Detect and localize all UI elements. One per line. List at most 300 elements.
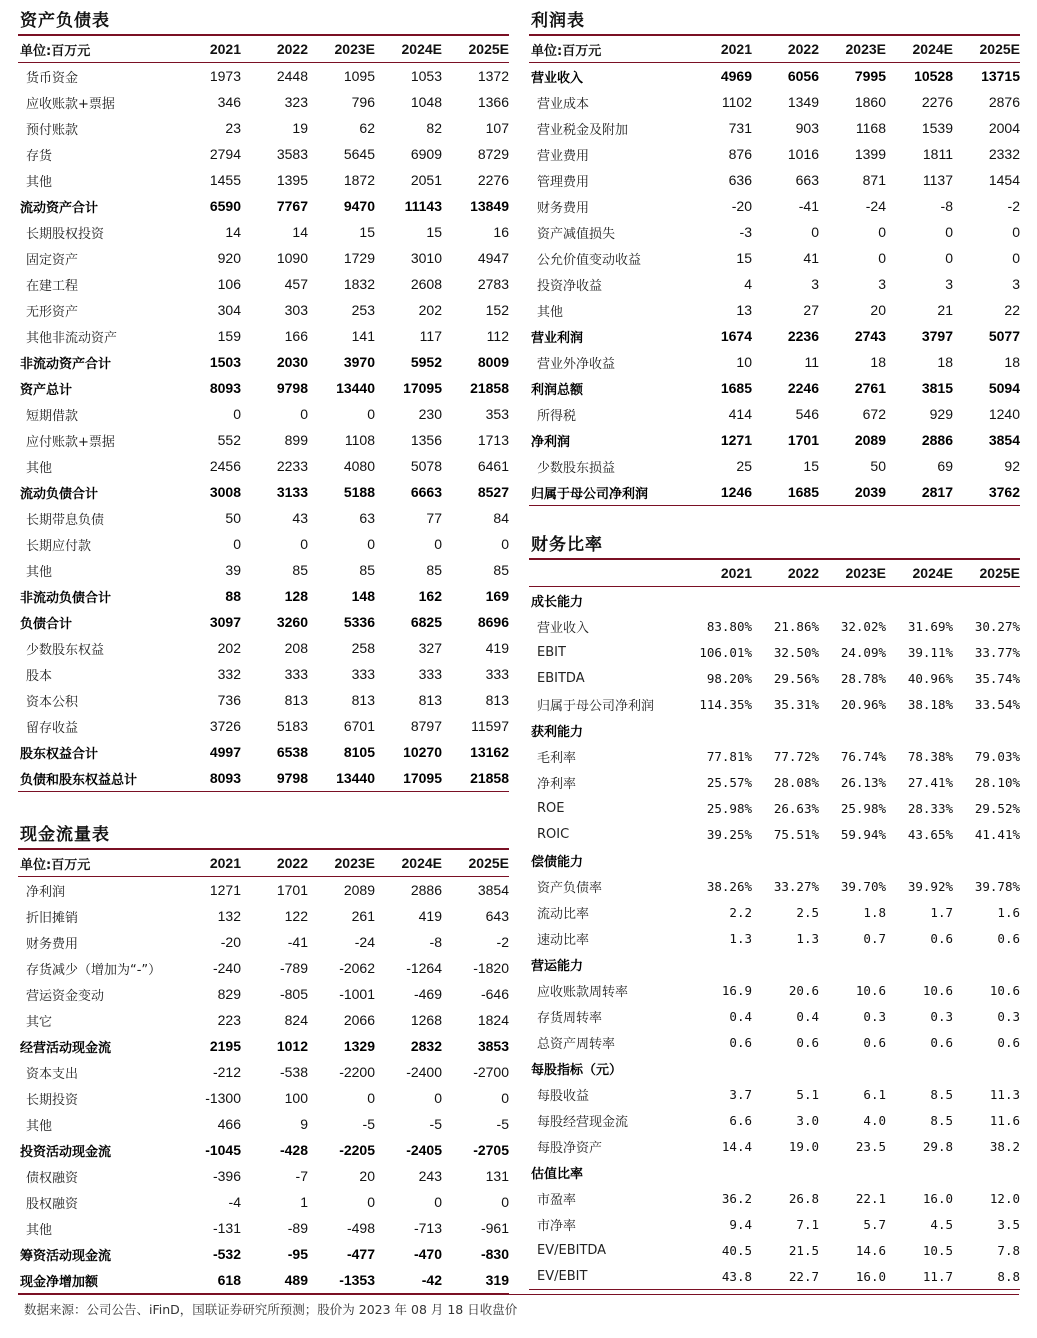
cell-value: 0 [878,250,886,266]
table-row [18,929,509,955]
cell-value: 33.54% [974,696,1020,712]
cell-value: 4.5 [930,1216,953,1232]
cell-value: 3797 [921,328,953,344]
cell-value: 43 [292,510,308,526]
cell-value: 261 [351,908,375,924]
cell-value: 100 [284,1090,308,1106]
cell-value: -713 [413,1220,442,1236]
cell-value: -2705 [473,1142,509,1158]
row-label: EBITDA [537,670,585,686]
cell-value: 1713 [477,432,509,448]
cell-value: 2832 [410,1038,442,1054]
cell-value: 5094 [988,380,1020,396]
cell-value: 223 [217,1012,241,1028]
cell-value: 3097 [209,614,241,630]
cell-value: 3854 [477,882,509,898]
cell-value: 2066 [343,1012,375,1028]
cell-value: 21858 [470,380,509,396]
cell-value: 1832 [343,276,375,292]
cell-value: 871 [862,172,886,188]
cell-value: 15 [426,224,442,240]
row-label: 少数股东权益 [26,642,105,658]
cell-value: 1395 [276,172,308,188]
cell-value: 13440 [308,765,375,792]
row-label: 长期投资 [26,1092,79,1108]
table-row [18,635,509,661]
cell-value: 1824 [477,1012,509,1028]
table-row [529,427,1020,453]
row-label: 归属于母公司净利润 [529,479,685,506]
cell-value: 83.80% [706,618,752,634]
table-row [529,115,1020,141]
row-label: 其他 [26,564,53,580]
row-label: 市盈率 [537,1192,577,1208]
cell-value: 3726 [209,718,241,734]
cell-value: 39.70% [840,878,886,894]
cell-value [685,587,752,614]
year-header: 2023E [819,560,886,587]
table-row [18,583,509,609]
cell-value: -1353 [308,1267,375,1294]
cell-value: 8729 [477,146,509,162]
cell-value: 824 [284,1012,308,1028]
cell-value: 12.0 [989,1190,1020,1206]
row-label: 毛利率 [537,750,577,766]
row-label: 无形资产 [26,304,79,320]
row-label: 留存收益 [26,720,79,736]
cell-value: 0.4 [796,1008,819,1024]
row-label: 市净率 [537,1218,577,1234]
cell-value: 1872 [343,172,375,188]
cell-value: 618 [174,1267,241,1294]
row-label: 净利润 [531,434,571,450]
cell-value: -2062 [339,960,375,976]
cell-value: 6663 [410,484,442,500]
table-row [529,1185,1020,1211]
cell-value: 33.27% [773,878,819,894]
cell-value: 92 [1004,458,1020,474]
cell-value: 35.31% [773,696,819,712]
cell-value: 2195 [209,1038,241,1054]
table-row [18,1111,509,1137]
table-row [529,323,1020,349]
cell-value: 19.0 [788,1138,819,1154]
cell-value: 2.2 [729,904,752,920]
unit-header: 单位:百万元 [529,36,685,63]
table-row [18,219,509,245]
cell-value: 899 [284,432,308,448]
cell-value: 13440 [336,380,375,396]
row-label: 货币资金 [26,70,79,86]
cell-value [752,847,819,873]
cell-value: 736 [217,692,241,708]
cell-value: -1300 [205,1090,241,1106]
cell-value: 3010 [410,250,442,266]
cell-value: 1246 [685,479,752,506]
cell-value: 1012 [276,1038,308,1054]
cell-value: 9.4 [729,1216,752,1232]
year-header: 2025E [953,36,1020,63]
cell-value: 13 [736,302,752,318]
cell-value: 23 [225,120,241,136]
cell-value [819,951,886,977]
cash-flow-panel [18,822,509,1294]
cell-value: 929 [929,406,953,422]
cell-value: 76.74% [840,748,886,764]
table-row [529,245,1020,271]
cell-value: 131 [485,1168,509,1184]
cell-value: 41 [803,250,819,266]
cell-value [752,951,819,977]
cell-value: 1729 [343,250,375,266]
cell-value: 27.41% [907,774,953,790]
cell-value: 10528 [914,68,953,84]
cell-value: 202 [217,640,241,656]
cell-value: 16 [493,224,509,240]
cell-value: 62 [359,120,375,136]
cell-value: 11597 [471,718,509,734]
table-row [529,977,1020,1003]
cell-value: 6825 [410,614,442,630]
row-label: 营业利润 [531,330,584,346]
cell-value: -470 [413,1246,442,1262]
cell-value: 0.6 [997,1034,1020,1050]
table-row [529,1029,1020,1055]
row-label: 利润总额 [531,382,584,398]
cell-value: -830 [480,1246,509,1262]
table-row [529,665,1020,691]
cell-value: 7.8 [997,1242,1020,1258]
cell-value: 11143 [404,198,442,214]
cell-value: 2276 [921,94,953,110]
cell-value: 8.8 [953,1263,1020,1290]
cell-value: 106.01% [699,644,752,660]
cell-value: -538 [279,1064,308,1080]
table-row [18,739,509,765]
table-row [529,873,1020,899]
cell-value: 2876 [988,94,1020,110]
cell-value: 11.7 [886,1263,953,1290]
cell-value [886,847,953,873]
cell-value: -8 [940,198,953,214]
cell-value: -2205 [339,1142,375,1158]
row-label: 归属于母公司净利润 [537,698,655,714]
cell-value: 36.2 [721,1190,752,1206]
cell-value: 1356 [410,432,442,448]
cell-value: 148 [351,588,375,604]
footer-divider [18,1294,1019,1295]
cell-value: -41 [798,198,819,214]
table-row [18,1033,509,1059]
financial-ratios-panel [529,532,1020,1290]
row-label: 存货周转率 [537,1010,603,1026]
cell-value: -428 [279,1142,308,1158]
cell-value: 5336 [343,614,375,630]
year-header: 2022 [241,850,308,877]
cell-value: 23.5 [855,1138,886,1154]
cell-value: 14.6 [855,1242,886,1258]
cell-value: 38.26% [706,878,752,894]
cell-value: 1.3 [729,930,752,946]
cell-value [953,847,1020,873]
cell-value: 38.2 [989,1138,1020,1154]
cell-value: 8.5 [930,1086,953,1102]
source-note: 数据来源：公司公告、iFinD，国联证券研究所预测；股价为 2023 年 08 月 18 日收盘价 [24,1302,518,1317]
cell-value [685,1055,752,1081]
cell-value: 1349 [787,94,819,110]
cell-value: 8797 [410,718,442,734]
balance-sheet-table [18,36,509,792]
row-label: 应付账款+票据 [26,434,115,450]
cell-value: 230 [418,406,442,422]
table-row [18,1189,509,1215]
cell-value: -89 [287,1220,308,1236]
cell-value: 1860 [854,94,886,110]
cell-value: 353 [485,406,509,422]
cell-value: 7995 [854,68,886,84]
cell-value: 2783 [477,276,509,292]
cell-value: 202 [418,302,442,318]
row-label: 其他 [26,1118,53,1134]
cell-value: 243 [418,1168,442,1184]
year-header: 2023E [308,36,375,63]
cell-value: 4.0 [863,1112,886,1128]
row-label: 资产总计 [20,382,73,398]
cell-value: 6538 [276,744,308,760]
row-label: 现金净增加额 [18,1267,174,1294]
cell-value: 6056 [787,68,819,84]
cell-value: -396 [212,1168,241,1184]
row-label: 经营活动现金流 [20,1040,112,1056]
cell-value: 0 [233,406,241,422]
cell-value: 346 [217,94,241,110]
cell-value: 39.11% [907,644,953,660]
cell-value: 1701 [276,882,308,898]
cell-value: -20 [731,198,752,214]
cell-value: 39.78% [974,878,1020,894]
year-header: 2024E [375,850,442,877]
cell-value: 4080 [343,458,375,474]
cell-value: 27 [803,302,819,318]
cell-value: 1.6 [997,904,1020,920]
table-row [18,479,509,505]
cell-value: 2233 [276,458,308,474]
cell-value [685,847,752,873]
cell-value: 16.0 [819,1263,886,1290]
table-row [18,903,509,929]
year-header: 2021 [174,850,241,877]
row-label: 营运资金变动 [26,988,105,1004]
cell-value: 43.8 [685,1263,752,1290]
cell-value: 1268 [410,1012,442,1028]
cell-value: 78.38% [907,748,953,764]
cell-value: 9470 [343,198,375,214]
cell-value: 15 [736,250,752,266]
cell-value: 26.8 [788,1190,819,1206]
section-row [529,1159,1020,1185]
row-label: 投资活动现金流 [20,1144,112,1160]
row-label: 营业收入 [531,70,584,86]
cell-value: 0.6 [863,1034,886,1050]
cell-value: 32.02% [840,618,886,634]
cell-value: 13715 [981,68,1020,84]
table-row [18,609,509,635]
cell-value [819,1055,886,1081]
cell-value: 10 [736,354,752,370]
cell-value: 0 [945,224,953,240]
cell-value: -7 [295,1168,308,1184]
row-label: 折旧摊销 [26,910,79,926]
cell-value: 2448 [276,68,308,84]
cell-value: 32.50% [773,644,819,660]
cell-value: 813 [418,692,442,708]
cell-value: 5188 [343,484,375,500]
table-row [18,1059,509,1085]
cell-value: 3583 [276,146,308,162]
section-row [529,951,1020,977]
cell-value: -131 [212,1220,241,1236]
cell-value: 21.5 [788,1242,819,1258]
cell-value: 22.7 [752,1263,819,1290]
cell-value: 0 [367,1090,375,1106]
cell-value: 50 [870,458,886,474]
cell-value: 5078 [410,458,442,474]
cell-value: 2246 [787,380,819,396]
row-label: 营业外净收益 [537,356,616,372]
table-row [529,1081,1020,1107]
cell-value: 21 [937,302,953,318]
cell-value: 0 [367,536,375,552]
cell-value: 1455 [209,172,241,188]
table-row [18,453,509,479]
cell-value [819,1159,886,1185]
cell-value: 1.7 [930,904,953,920]
cell-value: 18 [1004,354,1020,370]
cell-value: 208 [284,640,308,656]
cell-value: 546 [795,406,819,422]
row-label: 股本 [26,668,53,684]
table-row [18,1215,509,1241]
table-row [529,769,1020,795]
cell-value: -1264 [406,960,442,976]
cell-value: 0 [434,1090,442,1106]
cell-value [886,951,953,977]
cell-value: 15 [359,224,375,240]
cell-value: 10.5 [922,1242,953,1258]
cell-value: 3970 [343,354,375,370]
cell-value: 69 [937,458,953,474]
cell-value: -24 [354,934,375,950]
cell-value: 1102 [721,94,752,110]
cell-value: -212 [212,1064,241,1080]
cell-value: -1045 [205,1142,241,1158]
cell-value: 10.6 [922,982,953,998]
section-row [529,587,1020,614]
table-row [18,1163,509,1189]
cell-value: 0 [367,406,375,422]
cell-value: 6.1 [863,1086,886,1102]
cell-value: 2276 [477,172,509,188]
cell-value: 1329 [343,1038,375,1054]
cell-value: 14 [292,224,308,240]
cell-value [752,717,819,743]
cell-value: 6701 [343,718,375,734]
cell-value: 30.27% [974,618,1020,634]
row-label: 速动比率 [537,932,590,948]
cell-value: 0 [811,224,819,240]
cell-value: 920 [217,250,241,266]
cell-value: 4947 [477,250,509,266]
row-label: 股东权益合计 [20,746,99,762]
cell-value: 122 [284,908,308,924]
cell-value: 16.9 [721,982,752,998]
cell-value: 1137 [922,172,953,188]
table-row [529,1211,1020,1237]
cell-value: 419 [485,640,509,656]
year-header: 2023E [308,850,375,877]
cell-value: 1048 [410,94,442,110]
cell-value: 112 [486,328,509,344]
cell-value: 253 [351,302,375,318]
cell-value: 1503 [209,354,241,370]
cell-value: 162 [418,588,442,604]
row-label: 股权融资 [26,1196,79,1212]
cell-value: 17095 [403,380,442,396]
cell-value: 1.3 [796,930,819,946]
financial-ratios-title: 财务比率 [529,532,1020,560]
cell-value: 26.13% [840,774,886,790]
table-row [18,427,509,453]
cell-value: -2400 [406,1064,442,1080]
cell-value: 21.86% [773,618,819,634]
cell-value: 2456 [209,458,241,474]
row-label: 短期借款 [26,408,79,424]
row-label: 每股净资产 [537,1140,603,1156]
table-row [529,1107,1020,1133]
cell-value: 77 [426,510,442,526]
cell-value: 333 [485,666,509,682]
row-label: 少数股东损益 [537,460,616,476]
table-row [18,1007,509,1033]
cell-value: 4997 [209,744,241,760]
cell-value: 29.56% [773,670,819,686]
cell-value: 77.72% [773,748,819,764]
cell-value: 85 [426,562,442,578]
cell-value: -240 [212,960,241,976]
cell-value: 0 [300,406,308,422]
cell-value [685,717,752,743]
cell-value: 26.63% [773,800,819,816]
row-label: ROE [537,800,565,816]
cell-value [752,1055,819,1081]
cell-value: 9 [300,1116,308,1132]
cell-value: 0.3 [997,1008,1020,1024]
cell-value: 319 [442,1267,509,1294]
cell-value: 731 [728,120,752,136]
table-row [529,63,1020,90]
row-label: 成长能力 [531,594,584,610]
row-label: EBIT [537,644,566,660]
cell-value: 0.6 [930,1034,953,1050]
cell-value [685,1159,752,1185]
cell-value: 169 [485,588,509,604]
cell-value: 29.8 [922,1138,953,1154]
row-label: 每股收益 [537,1088,590,1104]
cell-value: 0.3 [930,1008,953,1024]
cell-value: 1016 [787,146,819,162]
cell-value: 38.18% [907,696,953,712]
table-row [18,505,509,531]
